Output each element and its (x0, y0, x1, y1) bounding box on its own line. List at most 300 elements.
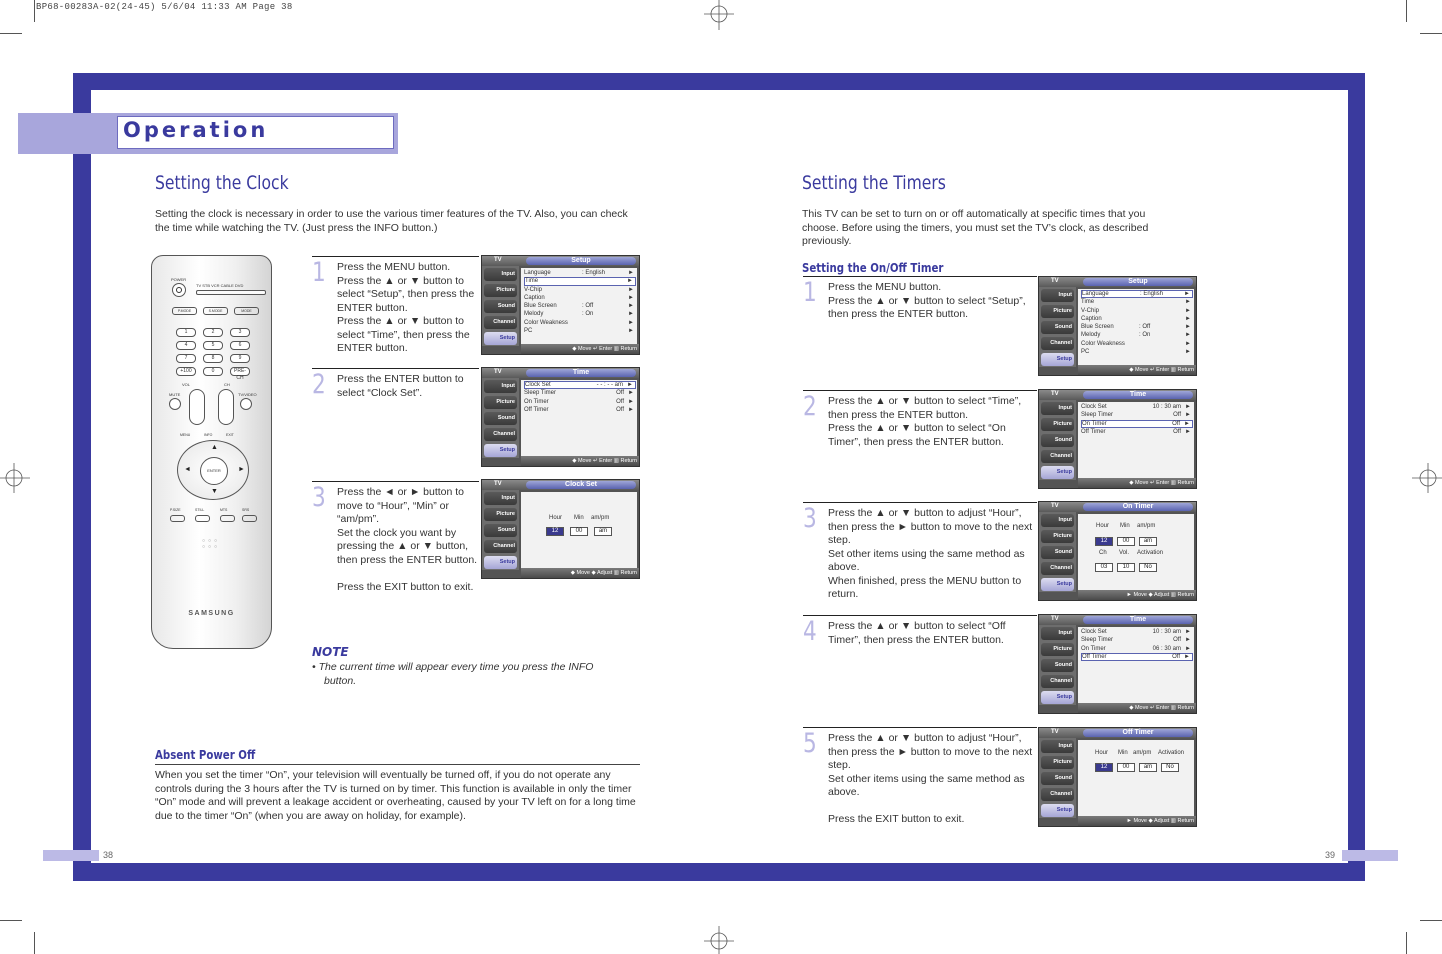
osd-tv-label: TV (494, 257, 502, 263)
osd-footer-hints: ◆ Move ↵ Enter ▥ Return (521, 344, 640, 354)
arrow-right-icon: ► (1185, 629, 1191, 635)
osd-field-label: Activation (1158, 750, 1185, 756)
step-rule (312, 368, 479, 369)
left-intro: Setting the clock is necessary in order to use the various timer features of the TV. Also, you can check the time while watching the TV. (Just press the INFO button.) (155, 208, 628, 234)
crop-mark (1406, 932, 1407, 954)
osd-field-label: Activation (1137, 550, 1164, 556)
remote-control (151, 255, 272, 649)
osd-field-value[interactable]: 00 (570, 527, 588, 536)
step-text: Press the ▲ or ▼ button to adjust “Hour”, then press the ► button to move to the next step. Set other items using the same method as above. Press the EXIT button to exit. (828, 732, 1033, 825)
osd-field-value[interactable]: am (1139, 537, 1157, 546)
osd-tv-label: TV (1051, 391, 1059, 397)
page-number-bar (43, 850, 99, 861)
remote-digit-button[interactable]: 7 (176, 354, 196, 363)
osd-sidebar-item[interactable]: Input (1041, 627, 1074, 640)
osd-menu-item[interactable] (1081, 298, 1193, 306)
osd-sidebar-item[interactable]: Sound (484, 524, 517, 537)
absent-power-off-text: When you set the timer “On”, your television will eventually be turned off, if you do not operate any controls during the 3 hours after the TV is turned on by timer. This function is available in only the timer “On” mode and will prevent a leakage accident or overheating, caused by your TV left on for a long time due to the timer “On” (when you are away on holiday, for example). (155, 769, 636, 822)
osd-on-timer (1038, 501, 1197, 601)
osd-menu-label: Clock Set (525, 382, 551, 388)
remote-digit-button[interactable]: 9 (230, 354, 250, 363)
registration-mark-icon (0, 463, 30, 493)
remote-mute-button[interactable] (169, 398, 181, 410)
osd-menu-item[interactable] (524, 277, 636, 285)
osd-field-value[interactable]: 12 (1095, 537, 1113, 546)
osd-menu-value: 06 : 30 am (1152, 645, 1181, 652)
osd-footer-hints: ◆ Move ↵ Enter ▥ Return (1078, 703, 1197, 713)
osd-sidebar-item[interactable]: Channel (1041, 562, 1074, 575)
remote-volume-rocker[interactable] (189, 389, 205, 425)
note-title: NOTE (312, 645, 349, 659)
remote-dpad[interactable] (177, 440, 249, 500)
osd-field-label: am/pm (1133, 750, 1152, 756)
osd-menu-item[interactable] (1081, 403, 1193, 411)
osd-field-label: Hour (1096, 523, 1110, 529)
osd-field-value[interactable]: No (1161, 763, 1179, 772)
remote-brand-logo: SAMSUNG (188, 610, 235, 617)
osd-sidebar-item[interactable]: Setup (1041, 804, 1074, 817)
osd-sidebar-item[interactable]: Setup (1041, 691, 1074, 704)
osd-sidebar-item[interactable]: Setup (484, 556, 517, 569)
osd-field-value[interactable]: 03 (1095, 563, 1113, 572)
osd-menu-label: Caption (524, 294, 545, 301)
crop-mark (1406, 0, 1407, 22)
step-number: 3 (312, 482, 326, 513)
registration-mark-icon (704, 926, 734, 954)
osd-title: On Timer (1083, 503, 1193, 511)
remote-menu-label: MENU (180, 433, 191, 437)
osd-sidebar-item[interactable]: Sound (1041, 434, 1074, 447)
osd-menu-label: On Timer (1081, 645, 1106, 652)
osd-menu-value: Off (1173, 412, 1181, 419)
step-text: Press the ENTER button to select “Clock Set”. (337, 373, 464, 399)
osd-time-menu (481, 367, 640, 467)
right-title: Setting the Timers (802, 172, 946, 194)
osd-menu-item[interactable] (524, 381, 636, 389)
osd-menu-label: Clock Set (1081, 404, 1107, 410)
osd-menu-item[interactable] (1081, 315, 1193, 323)
osd-menu-label: PC (524, 328, 533, 335)
osd-menu-item[interactable] (524, 310, 636, 318)
osd-menu-label: Off Timer (1082, 653, 1107, 660)
osd-title: Setup (526, 257, 636, 265)
osd-sidebar-item[interactable]: Picture (484, 284, 517, 297)
osd-sidebar-item[interactable]: Picture (1041, 418, 1074, 431)
remote-mts-button[interactable] (220, 515, 235, 522)
print-header: BP68-00283A-02(24-45) 5/6/04 11:33 AM Page 38 (36, 2, 293, 12)
osd-menu-item[interactable] (1081, 420, 1193, 428)
osd-menu-list (1081, 628, 1193, 661)
osd-sidebar-item[interactable]: Input (1041, 514, 1074, 527)
osd-field-label: am/pm (1137, 523, 1156, 529)
osd-menu-label: Melody (1081, 332, 1101, 339)
osd-footer-hints: ► Move ◆ Adjust ▥ Return (1078, 590, 1197, 600)
step-rule (312, 256, 479, 257)
remote-number-pad (176, 328, 256, 380)
osd-menu-item[interactable] (524, 294, 636, 302)
osd-title: Time (1083, 616, 1193, 624)
osd-menu-label: Off Timer (524, 406, 549, 413)
osd-menu-label: On Timer (1082, 420, 1107, 427)
osd-clock-set (481, 479, 640, 579)
osd-menu-label: On Timer (524, 398, 549, 405)
step-number: 2 (803, 391, 817, 422)
osd-menu-value: Off (1172, 420, 1180, 427)
remote-mode-switch[interactable] (196, 290, 266, 295)
osd-field-value[interactable]: 10 (1117, 563, 1135, 572)
osd-menu-item[interactable] (1081, 628, 1193, 636)
osd-field-value[interactable]: am (594, 527, 612, 536)
arrow-right-icon: ► (1184, 291, 1190, 297)
remote-mute-label: MUTE (169, 392, 181, 397)
osd-sidebar-item[interactable]: Channel (484, 540, 517, 553)
step-text: Press the ◄ or ► button to move to “Hour”, “Min” or “am/pm”. Set the clock you want by pressing the ▲ or ▼ button, then press the ENTER button. Press the EXIT button to exit. (337, 486, 478, 593)
osd-menu-label: Language (524, 270, 551, 276)
arrow-right-icon: ► (628, 319, 634, 326)
osd-sidebar-item[interactable]: Picture (1041, 305, 1074, 318)
osd-menu-value: Off (1173, 637, 1181, 644)
osd-menu-value: Off (1173, 428, 1181, 435)
remote-dots: ○○○ (202, 544, 221, 550)
osd-field-value[interactable]: No (1139, 563, 1157, 572)
remote-digit-button[interactable]: 3 (230, 328, 250, 337)
osd-field-label: am/pm (591, 515, 610, 521)
osd-menu-value: : English (582, 270, 606, 276)
osd-footer-hints: ◆ Move ↵ Enter ▥ Return (1078, 365, 1197, 375)
osd-sidebar-item[interactable]: Setup (1041, 578, 1074, 591)
osd-tv-label: TV (494, 369, 502, 375)
remote-srs-label: SRS (242, 508, 250, 512)
osd-sidebar-item[interactable]: Sound (1041, 546, 1074, 559)
osd-setup-menu (481, 255, 640, 355)
crop-mark (0, 920, 22, 921)
osd-menu-item[interactable] (1081, 428, 1193, 436)
osd-menu-value: : English (1140, 291, 1164, 297)
osd-sidebar-item[interactable]: Sound (1041, 659, 1074, 672)
remote-psize-button[interactable] (170, 515, 185, 522)
osd-menu-value: : On (1139, 332, 1151, 339)
osd-sidebar-item[interactable]: Channel (1041, 788, 1074, 801)
osd-menu-item[interactable] (1081, 307, 1193, 315)
osd-field-label: Hour (549, 515, 563, 521)
registration-mark-icon (1412, 463, 1442, 493)
osd-time-menu (1038, 614, 1197, 714)
step-number: 1 (803, 277, 817, 308)
osd-sidebar-item[interactable]: Picture (1041, 643, 1074, 656)
remote-digit-button[interactable]: 4 (176, 341, 196, 350)
crop-mark (34, 0, 35, 22)
osd-sidebar-item[interactable]: Channel (1041, 337, 1074, 350)
osd-sidebar-item[interactable]: Setup (1041, 353, 1074, 366)
osd-footer-hints: ◆ Move ◆ Adjust ▥ Return (521, 568, 640, 578)
step-number: 2 (312, 369, 326, 400)
remote-exit-label: EXIT (226, 433, 234, 437)
arrow-right-icon: ► (1185, 645, 1191, 652)
osd-menu-item[interactable] (524, 269, 636, 277)
step-number: 4 (803, 616, 817, 647)
osd-menu-value: : Off (582, 303, 594, 310)
osd-title: Clock Set (526, 481, 636, 489)
step-text: Press the ▲ or ▼ button to adjust “Hour”, then press the ► button to move to the next step. Set other items using the same method as above. When finished, press the MENU button to return. (828, 507, 1033, 600)
right-intro: This TV can be set to turn on or off automatically at specific times that you choose. Before using the timers, you must set the TV’s clock, as described previously. (802, 208, 1149, 247)
remote-mode-labels: TV STB VCR CABLE DVD (196, 283, 244, 288)
step-number: 3 (803, 503, 817, 534)
osd-off-timer (1038, 727, 1197, 827)
remote-smode-button[interactable]: S.MODE (203, 307, 228, 315)
absent-power-off-title: Absent Power Off (155, 748, 256, 762)
remote-srs-button[interactable] (242, 515, 257, 522)
triangle-up-icon: ▲ (211, 444, 218, 451)
osd-sidebar-item[interactable]: Picture (1041, 530, 1074, 543)
osd-menu-item[interactable] (524, 398, 636, 406)
osd-field-label: Hour (1095, 750, 1109, 756)
osd-tv-label: TV (1051, 729, 1059, 735)
arrow-right-icon: ► (627, 382, 633, 388)
remote-digit-button[interactable]: 8 (203, 354, 223, 363)
step-text: Press the ▲ or ▼ button to select “Time”, then press the ENTER button. Press the ▲ or ▼ button to select “On Timer”, then press the ENTER button. (828, 395, 1022, 448)
osd-menu-item[interactable] (1081, 323, 1193, 331)
osd-sidebar-item[interactable]: Input (484, 268, 517, 281)
osd-menu-item[interactable] (1081, 348, 1193, 356)
page-number-bar (1342, 850, 1398, 861)
arrow-right-icon: ► (628, 406, 634, 413)
osd-menu-item[interactable] (524, 302, 636, 310)
osd-sidebar-item[interactable]: Sound (484, 300, 517, 313)
step-rule (312, 481, 479, 482)
osd-sidebar-item[interactable]: Picture (484, 508, 517, 521)
on-off-timer-subtitle: Setting the On/Off Timer (802, 261, 944, 275)
osd-sidebar-item[interactable]: Setup (1041, 466, 1074, 479)
osd-field-value[interactable]: 00 (1117, 763, 1135, 772)
osd-menu-value: Off (616, 398, 624, 405)
remote-power-label: POWER (171, 277, 187, 282)
remote-still-label: STILL (195, 508, 205, 512)
osd-menu-label: Sleep Timer (524, 390, 557, 397)
osd-sidebar-item[interactable]: Channel (1041, 450, 1074, 463)
osd-field-label: Min (574, 515, 584, 521)
osd-sidebar-item[interactable]: Picture (484, 396, 517, 409)
step-rule (803, 276, 1037, 277)
arrow-right-icon: ► (628, 294, 634, 301)
remote-digit-button[interactable]: +100 (176, 367, 196, 376)
page-number-right: 39 (1325, 850, 1336, 860)
osd-sidebar-item[interactable]: Picture (1041, 756, 1074, 769)
remote-channel-rocker[interactable] (218, 389, 234, 425)
crop-mark (1420, 33, 1442, 34)
osd-menu-item[interactable] (1081, 653, 1193, 661)
arrow-right-icon: ► (1185, 299, 1191, 306)
osd-footer-hints: ◆ Move ↵ Enter ▥ Return (521, 456, 640, 466)
step-text: Press the ▲ or ▼ button to select “Off Timer”, then press the ENTER button. (828, 620, 1006, 646)
osd-time-menu (1038, 389, 1197, 489)
osd-footer-hints: ► Move ◆ Adjust ▥ Return (1078, 816, 1197, 826)
osd-menu-value: - - : - - am (596, 382, 623, 388)
osd-menu-label: V-Chip (524, 286, 543, 293)
osd-menu-item[interactable] (1081, 645, 1193, 653)
osd-sidebar-item[interactable]: Channel (1041, 675, 1074, 688)
osd-menu-label: Sleep Timer (1081, 637, 1114, 644)
section-tab-title: Operation (123, 118, 269, 142)
osd-field-value[interactable]: am (1139, 763, 1157, 772)
remote-tvvideo-label: TV/VIDEO (238, 392, 257, 397)
osd-footer-hints: ◆ Move ↵ Enter ▥ Return (1078, 478, 1197, 488)
arrow-right-icon: ► (628, 398, 634, 405)
remote-psize-label: P.SIZE (170, 508, 181, 512)
arrow-right-icon: ► (1185, 332, 1191, 339)
osd-menu-value: Off (616, 406, 624, 413)
remote-vol-label: VOL (182, 382, 191, 387)
osd-menu-label: Blue Screen (1081, 324, 1114, 331)
osd-menu-label: Language (1082, 291, 1109, 297)
osd-menu-label: Sleep Timer (1081, 412, 1114, 419)
arrow-right-icon: ► (1185, 324, 1191, 331)
arrow-right-icon: ► (1184, 653, 1190, 660)
remote-info-label: INFO (204, 433, 213, 437)
osd-menu-list (1081, 403, 1193, 436)
osd-sidebar-item[interactable]: Sound (484, 412, 517, 425)
osd-sidebar-item[interactable]: Input (1041, 740, 1074, 753)
step-rule (803, 390, 1037, 391)
remote-dots: ○○○ (202, 538, 221, 544)
arrow-right-icon: ► (1185, 404, 1191, 410)
osd-menu-item[interactable] (524, 389, 636, 397)
step-rule (803, 502, 1037, 503)
osd-sidebar-item[interactable]: Setup (484, 332, 517, 345)
arrow-right-icon: ► (628, 270, 634, 276)
osd-sidebar-item[interactable]: Channel (484, 316, 517, 329)
arrow-right-icon: ► (628, 303, 634, 310)
remote-ch-label: CH (224, 382, 230, 387)
osd-title: Time (1083, 391, 1193, 399)
arrow-right-icon: ► (1185, 307, 1191, 314)
osd-field-value[interactable]: 00 (1117, 537, 1135, 546)
remote-mode-button[interactable]: MODE (234, 307, 259, 315)
osd-menu-label: Clock Set (1081, 629, 1107, 635)
remote-enter-button[interactable]: ENTER (200, 457, 228, 485)
osd-menu-item[interactable] (1081, 331, 1193, 339)
osd-menu-value: : On (582, 311, 594, 318)
remote-mts-label: MTS (220, 508, 228, 512)
remote-digit-button[interactable]: 1 (176, 328, 196, 337)
osd-title: Time (526, 369, 636, 377)
osd-sidebar-item[interactable]: Setup (484, 444, 517, 457)
arrow-right-icon: ► (1184, 420, 1190, 427)
osd-menu-label: Time (1081, 299, 1095, 306)
osd-menu-label: Time (525, 278, 539, 285)
osd-menu-item[interactable] (1081, 636, 1193, 644)
osd-tv-label: TV (494, 481, 502, 487)
step-text: Press the MENU button. Press the ▲ or ▼ button to select “Setup”, then press the ENTER button. (828, 281, 1026, 320)
osd-menu-value: 10 : 30 am (1152, 404, 1181, 410)
osd-menu-item[interactable] (524, 327, 636, 335)
osd-menu-list (1081, 290, 1193, 356)
osd-menu-item[interactable] (524, 319, 636, 327)
osd-setup-menu (1038, 276, 1197, 376)
osd-sidebar-item[interactable]: Input (1041, 289, 1074, 302)
triangle-right-icon: ► (238, 466, 245, 473)
remote-digit-button[interactable]: 6 (230, 341, 250, 350)
arrow-right-icon: ► (1185, 349, 1191, 356)
remote-power-button[interactable] (172, 283, 186, 297)
osd-menu-item[interactable] (524, 286, 636, 294)
osd-sidebar-item[interactable]: Input (1041, 402, 1074, 415)
osd-sidebar-item[interactable]: Input (484, 380, 517, 393)
arrow-right-icon: ► (628, 390, 634, 397)
osd-menu-list (524, 269, 636, 335)
osd-menu-value: Off (616, 390, 624, 397)
osd-tv-label: TV (1051, 278, 1059, 284)
osd-menu-item[interactable] (524, 406, 636, 414)
arrow-right-icon: ► (627, 278, 633, 285)
remote-pmode-button[interactable]: P.MODE (172, 307, 197, 315)
arrow-right-icon: ► (1185, 637, 1191, 644)
section-rule (155, 764, 640, 765)
triangle-left-icon: ◄ (184, 466, 191, 473)
note-text: • The current time will appear every time you press the INFO button. (312, 661, 594, 687)
osd-sidebar-item[interactable]: Channel (484, 428, 517, 441)
osd-menu-label: PC (1081, 349, 1090, 356)
arrow-right-icon: ► (628, 328, 634, 335)
osd-menu-item[interactable] (1081, 290, 1193, 298)
osd-menu-label: Caption (1081, 315, 1102, 322)
osd-sidebar-item[interactable]: Input (484, 492, 517, 505)
osd-field-value[interactable]: 12 (1095, 763, 1113, 772)
remote-digit-button[interactable]: 5 (203, 341, 223, 350)
arrow-right-icon: ► (628, 311, 634, 318)
osd-field-label: Ch (1099, 550, 1107, 556)
osd-field-label: Min (1120, 523, 1130, 529)
osd-sidebar-item[interactable]: Sound (1041, 321, 1074, 334)
left-title: Setting the Clock (155, 172, 289, 194)
remote-digit-button[interactable]: PRE-CH (230, 367, 250, 376)
osd-field-label: Vol. (1119, 550, 1130, 556)
osd-title: Setup (1083, 278, 1193, 286)
osd-menu-label: Color Weakness (1081, 340, 1125, 347)
remote-digit-button[interactable]: 0 (203, 367, 223, 376)
osd-menu-value: : Off (1139, 324, 1151, 331)
arrow-right-icon: ► (1185, 340, 1191, 347)
osd-menu-item[interactable] (1081, 340, 1193, 348)
osd-menu-value: Off (1172, 653, 1180, 660)
remote-tvvideo-button[interactable] (240, 398, 252, 410)
osd-sidebar-item[interactable]: Sound (1041, 772, 1074, 785)
osd-menu-label: Off Timer (1081, 428, 1106, 435)
osd-menu-label: Blue Screen (524, 303, 557, 310)
osd-menu-value: 10 : 30 am (1152, 629, 1181, 635)
remote-still-button[interactable] (195, 515, 210, 522)
osd-menu-item[interactable] (1081, 411, 1193, 419)
registration-mark-icon (704, 0, 734, 30)
osd-tv-label: TV (1051, 503, 1059, 509)
osd-title: Off Timer (1083, 729, 1193, 737)
step-number: 5 (803, 728, 817, 759)
remote-digit-button[interactable]: 2 (203, 328, 223, 337)
crop-mark (0, 33, 22, 34)
osd-field-value[interactable]: 12 (546, 527, 564, 536)
crop-mark (34, 932, 35, 954)
arrow-right-icon: ► (1185, 412, 1191, 419)
crop-mark (1420, 920, 1442, 921)
step-number: 1 (312, 257, 326, 288)
osd-menu-label: V-Chip (1081, 307, 1100, 314)
arrow-right-icon: ► (1185, 428, 1191, 435)
arrow-right-icon: ► (628, 286, 634, 293)
arrow-right-icon: ► (1185, 315, 1191, 322)
osd-menu-list (524, 381, 636, 414)
step-rule (803, 727, 1037, 728)
page-number-left: 38 (103, 850, 114, 860)
osd-menu-label: Color Weakness (524, 319, 568, 326)
